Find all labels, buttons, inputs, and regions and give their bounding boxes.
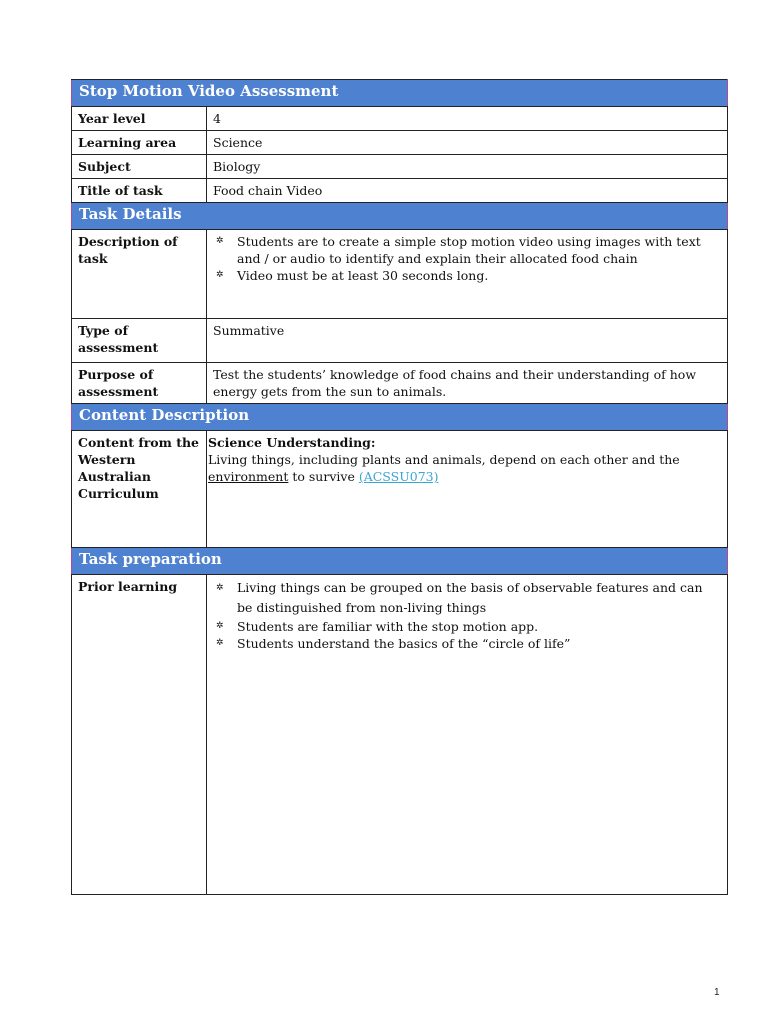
label-learning-area: Learning area — [72, 131, 207, 155]
value-prior-learning — [207, 575, 728, 895]
curriculum-code-link[interactable]: (ACSSU073) — [358, 469, 439, 484]
row-prior-learning — [72, 575, 728, 895]
row-learning-area — [72, 131, 728, 155]
label-subject: Subject — [72, 155, 207, 179]
list-item: ✲ Students understand the basics of the “circle of life” — [216, 636, 571, 651]
label-year-level: Year level — [72, 107, 207, 131]
environment-term: environment — [208, 469, 289, 484]
row-purpose — [72, 363, 728, 404]
assessment-table — [71, 79, 728, 895]
section-header-title — [72, 80, 728, 107]
bullet-icon: ✲ — [216, 583, 224, 593]
bullet-icon: ✲ — [216, 236, 224, 246]
value-subject: Biology — [207, 155, 728, 179]
value-type: Summative — [207, 319, 728, 363]
value-learning-area: Science — [207, 131, 728, 155]
value-year-level: 4 — [207, 107, 728, 131]
section-header-task-preparation — [72, 548, 728, 575]
label-purpose: Purpose of assessment — [72, 363, 207, 404]
value-purpose: Test the students’ knowledge of food chains and their understanding of how energy gets from the sun to animals. — [207, 363, 728, 404]
section-title-content-description: Content Description — [72, 404, 728, 431]
row-content — [72, 431, 728, 548]
section-title-task-preparation: Task preparation — [72, 548, 728, 575]
list-item: ✲ Living things can be grouped on the basis of observable features and can be distinguished from non-living things — [216, 580, 703, 615]
bullet-icon: ✲ — [216, 270, 224, 280]
bullet-icon: ✲ — [216, 638, 224, 648]
label-title-of-task: Title of task — [72, 179, 207, 203]
list-item: ✲ Students are to create a simple stop motion video using images with text and / or audio to identify and explain their allocated food chain — [216, 234, 701, 266]
row-type — [72, 319, 728, 363]
label-description: Description of task — [72, 230, 207, 319]
list-item: ✲ Students are familiar with the stop motion app. — [216, 619, 539, 634]
row-title-of-task — [72, 179, 728, 203]
value-title-of-task: Food chain Video — [207, 179, 728, 203]
section-title-task-details: Task Details — [72, 203, 728, 230]
list-item: ✲ Video must be at least 30 seconds long. — [216, 268, 489, 283]
bullet-icon: ✲ — [216, 621, 224, 631]
row-description — [72, 230, 728, 319]
row-year-level — [72, 107, 728, 131]
value-description — [207, 230, 728, 319]
label-prior-learning: Prior learning — [72, 575, 207, 895]
label-content: Content from the Western Australian Curriculum — [72, 431, 207, 548]
value-content — [207, 431, 728, 548]
content-heading: Science Understanding: — [208, 435, 376, 450]
document-title: Stop Motion Video Assessment — [72, 80, 728, 107]
prior-bullet-list — [213, 578, 721, 652]
content-text: Living things, including plants and animals, depend on each other and the environment to survive (ACSSU073) — [208, 452, 680, 484]
section-header-task-details — [72, 203, 728, 230]
row-subject — [72, 155, 728, 179]
page-number: 1 — [714, 987, 720, 998]
label-type: Type of assessment — [72, 319, 207, 363]
description-bullet-list — [213, 233, 721, 284]
section-header-content-description — [72, 404, 728, 431]
